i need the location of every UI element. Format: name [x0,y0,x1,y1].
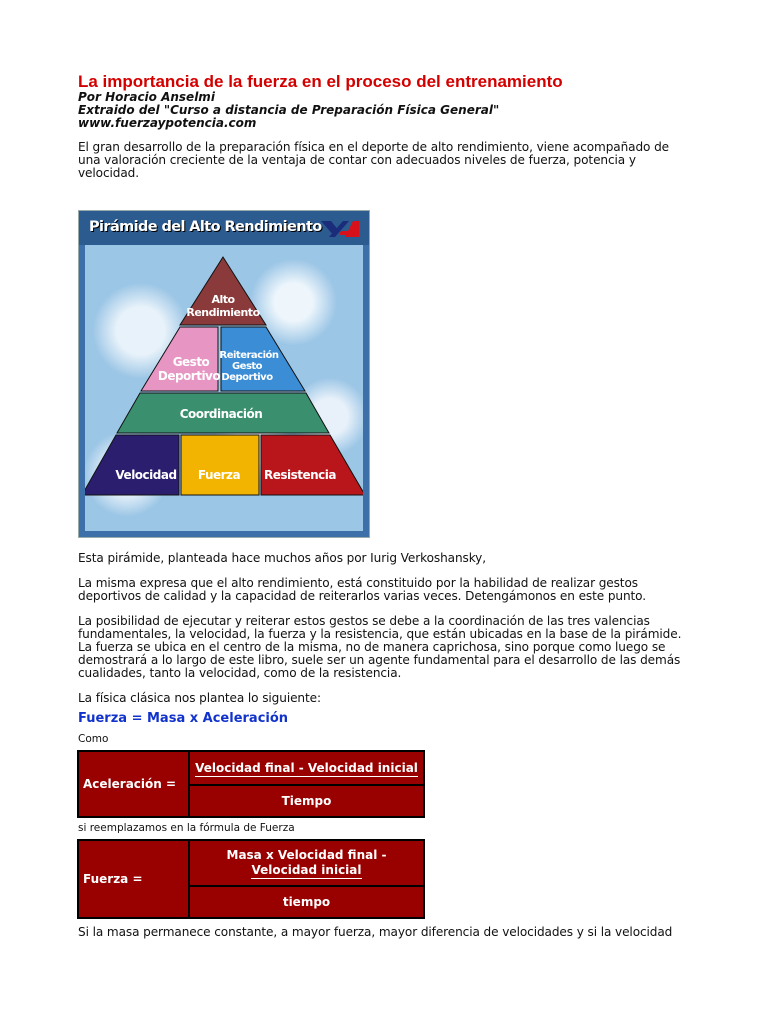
label-coordinacion: Coordinación [179,407,263,421]
document-page [78,72,690,130]
aceleracion-numerator [190,752,423,784]
fuerza-numerator-line2: Velocidad inicial [251,863,362,877]
paragraph-fisica-clasica: La física clásica nos plantea lo siguiente: [78,691,321,705]
pyramid-header [79,211,369,245]
pyramid-level-fuerza [181,435,259,495]
pyramid-sky-background [85,245,363,531]
pyramid-level-velocidad [85,435,179,495]
aceleracion-label: Aceleración = [79,752,188,816]
fuerza-label: Fuerza = [79,841,188,917]
aceleracion-formula-table [77,750,425,818]
replace-note: si reemplazamos en la fórmula de Fuerza [78,822,295,834]
fuerza-numerator [190,841,423,885]
source-line: Extraido del "Curso a distancia de Preparación Física General" [78,103,500,117]
author-line: Por Horacio Anselmi [78,90,215,104]
pyramid-level-resistencia [261,435,363,495]
fuerza-formula-table [77,839,425,919]
pyramid-title: Pirámide del Alto Rendimiento [89,219,322,235]
fuerza-numerator-line1: Masa x Velocidad final - [226,848,387,862]
aceleracion-denominator: Tiempo [190,786,423,816]
logo-icon [319,217,363,241]
website-line: www.fuerzaypotencia.com [78,116,257,130]
label-reiteracion-1: Reiteración [219,350,279,361]
formula-como: Como [78,733,109,745]
label-alto-2: Rendimiento [186,306,260,319]
paragraph-coordinacion: La posibilidad de ejecutar y reiterar estos gestos se debe a la coordinación de las tres valencias fundamentales, la velocidad, la fuerza y la resistencia, que están ubicadas en la base de la pirámide. La fuerza se ubica en el centro de la misma, no de manera caprichosa, sino porque como luego se demostrará a lo largo de este libro, suele ser un agente fundamental para el desarrollo de las demás cualidades, tanto la velocidad, como de la resistencia. [78,614,682,680]
pyramid-image [78,210,370,538]
formula-main: Fuerza = Masa x Aceleración [78,711,289,726]
label-reiteracion-2: Gesto [231,361,263,372]
label-gesto-1: Gesto [172,355,210,369]
label-fuerza: Fuerza [197,468,241,482]
label-velocidad: Velocidad [115,468,177,482]
paragraph-alto-rendimiento: La misma expresa que el alto rendimiento, está constituido por la habilidad de realizar gestos deportivos de calidad y la capacidad de reiterarlos varias veces. Detengámonos en este punto. [78,576,647,603]
document-title: La importancia de la fuerza en el proceso del entrenamiento [78,72,563,91]
label-alto-1: Alto [211,293,235,306]
label-reiteracion-3: Deportivo [221,372,273,383]
closing-paragraph: Si la masa permanece constante, a mayor fuerza, mayor diferencia de velocidades y si la velocidad [78,925,673,939]
label-resistencia: Resistencia [263,468,337,482]
paragraph-verkoshansky: Esta pirámide, planteada hace muchos años por Iurig Verkoshansky, [78,551,486,565]
fuerza-denominator: tiempo [190,887,423,917]
aceleracion-numerator-text: Velocidad final - Velocidad inicial [195,761,418,775]
label-gesto-2: Deportivo [157,369,221,383]
intro-paragraph: El gran desarrollo de la preparación física en el deporte de alto rendimiento, viene acompañado de una valoración creciente de la ventaja de contar con adecuados niveles de fuerza, potencia y velocidad. [78,140,670,180]
